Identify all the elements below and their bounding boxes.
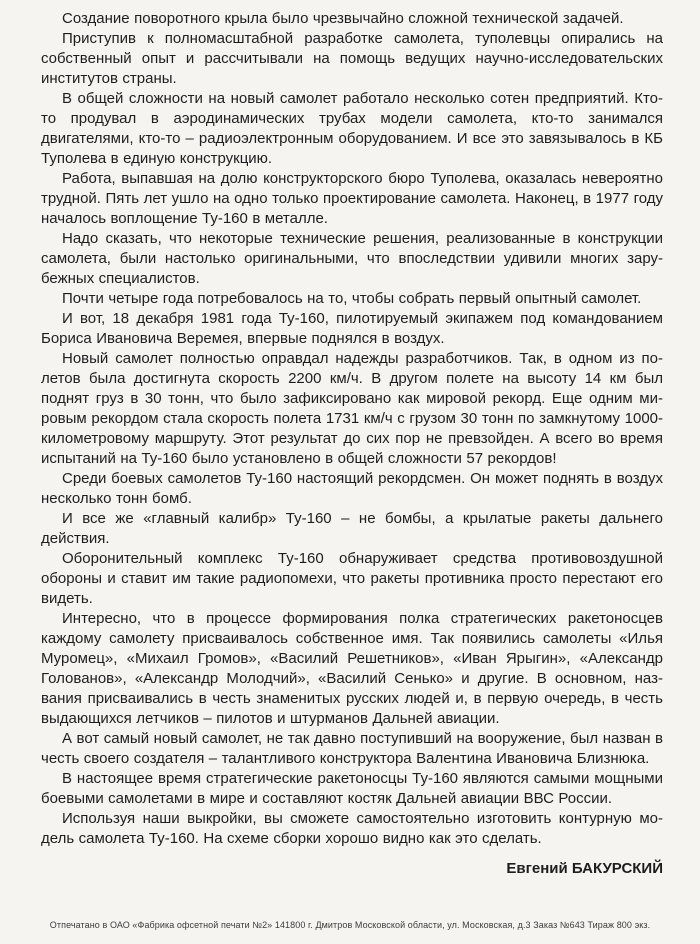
paragraph: Создание поворотного крыла было чрезвычайно сложной технической задачей. [62, 10, 624, 27]
paragraph: Интересно, что в процессе формирования полка стратегических ракетоносцев каждому самолету присваивалось собственное имя. Так появились самолеты «Илья Муромец», «Михаил Громов», «Василий Решетников», «Иван Ярыгин», «Александр Голованов», «Александр Молодчий», «Василий Сенько» и другие. В основном, названия присваивались в честь знаменитых русских людей и, в первую очередь, в честь выдающихся летчиков – пилотов и штурманов Дальней авиации. [41, 610, 663, 727]
paragraph: Почти четыре года потребовалось на то, чтобы собрать первый опытный самолет. [62, 290, 642, 307]
paragraph: Работа, выпавшая на долю конструкторского бюро Туполева, оказалась невероятно трудной. Пять лет ушло на одно только проектирование самолета. Наконец, в 1977 году началось воплощение Ту-160 в металле. [41, 170, 663, 227]
paragraph: Новый самолет полностью оправдал надежды разработчиков. Так, в одном из полетов была достигнута скорость 2200 км/ч. В другом полете на высоту 14 км был поднят груз в 30 тонн, что было зафиксировано как мировой рекорд. Еще одним мировым рекордом стала скорость полета 1731 км/ч с грузом 30 тонн по замкнутому 1000-километровому маршруту. Этот результат до сих пор не превзойден. А всего во время испытаний на Ту-160 было установлено в общей сложности 57 рекордов! [41, 350, 663, 467]
paragraph: И вот, 18 декабря 1981 года Ту-160, пилотируемый экипажем под командованием Бориса Ивановича Веремея, впервые поднялся в воздух. [41, 310, 663, 347]
paragraph: Приступив к полномасштабной разработке самолета, туполевцы опирались на собственный опыт и рассчитывали на помощь ведущих научно-исследовательских институтов страны. [41, 30, 663, 87]
paragraph: В общей сложности на новый самолет работало несколько сотен предприятий. Кто-то продувал в аэродинамических трубах модели самолета, кто-то занимался двигателями, кто-то – радиоэлектронным оборудованием. И все это завязывалось в КБ Туполева в единую конструкцию. [41, 90, 663, 167]
paragraph: Оборонительный комплекс Ту-160 обнаруживает средства противовоздушной обороны и ставит им такие радиопомехи, что ракеты противника просто перестают его видеть. [41, 550, 663, 607]
imprint-line: Отпечатано в ОАО «Фабрика офсетной печати №2» 141800 г. Дмитров Московской области, ул. Московская, д.3 Заказ №643 Тираж 800 экз. [49, 920, 651, 930]
paragraph: Надо сказать, что некоторые технические решения, реализованные в конструкции самолета, были настолько оригинальными, что впоследствии удивили многих зарубежных специалистов. [41, 230, 663, 287]
paragraph: Используя наши выкройки, вы сможете самостоятельно изготовить контурную модель самолета Ту-160. На схеме сборки хорошо видно как это сделать. [41, 810, 663, 847]
paragraph: В настоящее время стратегические ракетоносцы Ту-160 являются самыми мощными боевыми самолетами в мире и составляют костяк Дальней авиации ВВС России. [41, 770, 663, 807]
paragraph: А вот самый новый самолет, не так давно поступивший на вооружение, был назван в честь своего создателя – талантливого конструктора Валентина Ивановича Близнюка. [41, 730, 663, 767]
author-byline: Евгений БАКУРСКИЙ [506, 860, 663, 877]
paragraph: Среди боевых самолетов Ту-160 настоящий рекордсмен. Он может поднять в воздух несколько тонн бомб. [41, 470, 663, 507]
paragraph: И все же «главный калибр» Ту-160 – не бомбы, а крылатые ракеты дальнего действия. [41, 510, 663, 547]
article-body [41, 9, 663, 849]
